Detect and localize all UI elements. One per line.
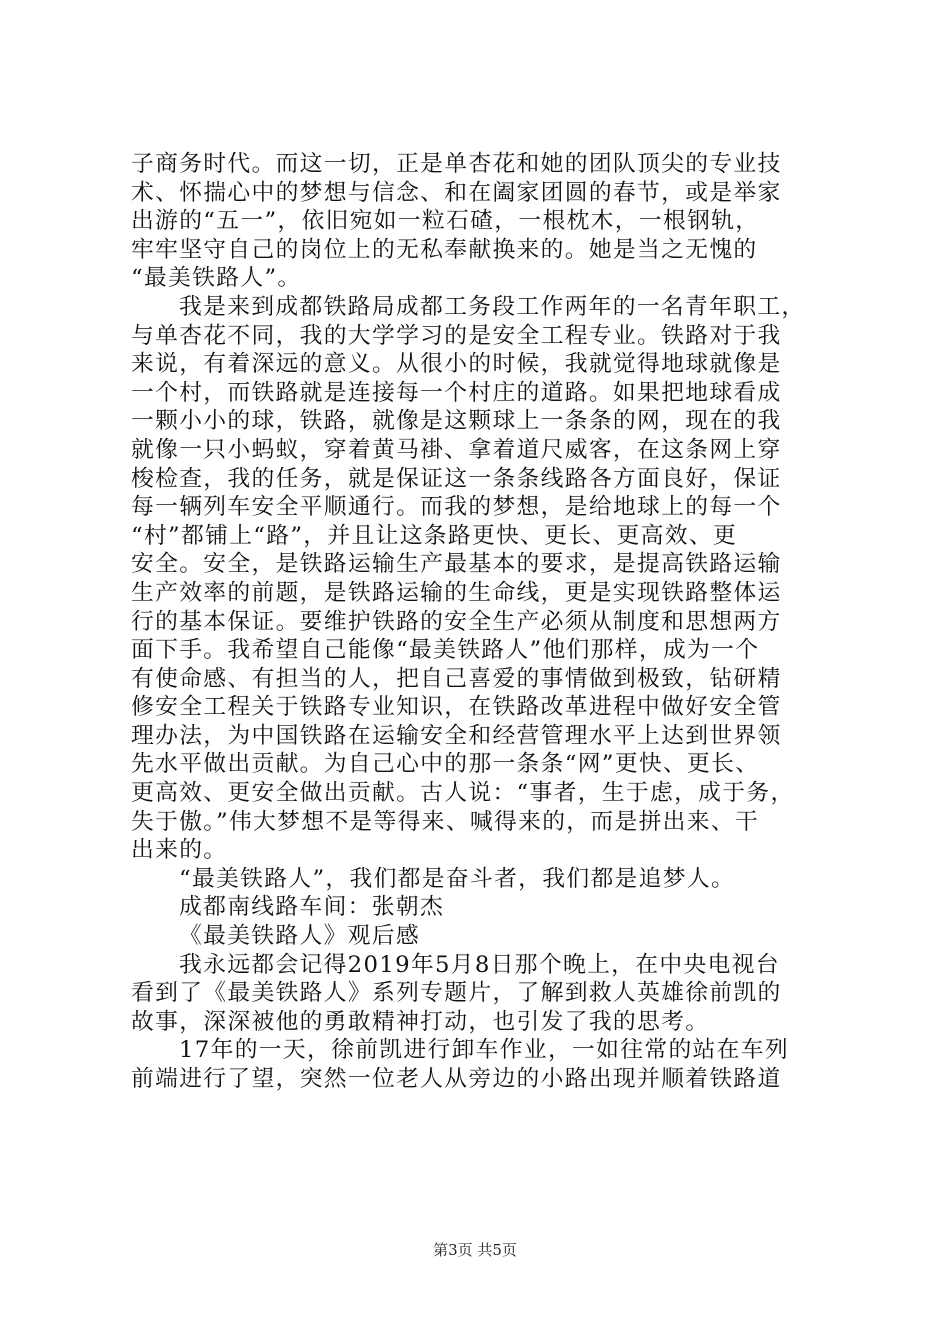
text-line: 有使命感、有担当的人，把自己喜爱的事情做到极致，钻研精 (131, 665, 782, 692)
text-line: 生产效率的前题，是铁路运输的生命线，更是实现铁路整体运 (131, 579, 782, 606)
text-line: 17年的一天，徐前凯进行卸车作业，一如往常的站在车列 (179, 1037, 789, 1064)
text-line: 面下手。我希望自己能像“最美铁路人”他们那样，成为一个 (131, 637, 760, 664)
text-line: “村”都铺上“路”，并且让这条路更快、更长、更高效、更 (131, 522, 738, 549)
text-line: 每一辆列车安全平顺通行。而我的梦想，是给地球上的每一个 (131, 494, 782, 521)
text-line: 与单杏花不同，我的大学学习的是安全工程专业。铁路对于我 (131, 322, 782, 349)
text-line: 更高效、更安全做出贡献。古人说：“事者，生于虑，成于务， (131, 780, 795, 807)
text-line: 术、怀揣心中的梦想与信念、和在阖家团圆的春节，或是举家 (131, 179, 782, 206)
text-line: 故事，深深被他的勇敢精神打动，也引发了我的思考。 (131, 1008, 710, 1035)
text-line: “最美铁路人”，我们都是奋斗者，我们都是追梦人。 (179, 865, 736, 892)
text-line: 先水平做出贡献。为自己心中的那一条条“网”更快、更长、 (131, 751, 760, 778)
text-line: 一个村，而铁路就是连接每一个村庄的道路。如果把地球看成 (131, 379, 782, 406)
text-line: 成都南线路车间：张朝杰 (179, 894, 445, 921)
text-line: 安全。安全，是铁路运输生产最基本的要求，是提高铁路运输 (131, 551, 782, 578)
text-line: 一颗小小的球，铁路，就像是这颗球上一条条的网，现在的我 (131, 408, 782, 435)
text-line: 前端进行了望，突然一位老人从旁边的小路出现并顺着铁路道 (131, 1066, 782, 1092)
text-line: 《最美铁路人》观后感 (179, 923, 420, 950)
text-line: 修安全工程关于铁路专业知识，在铁路改革进程中做好安全管 (131, 694, 782, 721)
text-line: 牢牢坚守自己的岗位上的无私奉献换来的。她是当之无愧的 (131, 236, 758, 263)
text-line: “最美铁路人”。 (131, 265, 302, 292)
document-body (131, 150, 851, 1094)
text-line: 看到了《最美铁路人》系列专题片，了解到救人英雄徐前凯的 (131, 980, 782, 1007)
text-line: 梭检查，我的任务，就是保证这一条条线路各方面良好，保证 (131, 465, 782, 492)
text-line: 我永远都会记得2019年5月8日那个晚上，在中央电视台 (179, 951, 780, 978)
text-line: 失于傲。”伟大梦想不是等得来、喊得来的，而是拼出来、干 (131, 808, 760, 835)
text-line: 子商务时代。而这一切，正是单杏花和她的团队顶尖的专业技 (131, 151, 782, 177)
text-line: 行的基本保证。要维护铁路的安全生产必须从制度和思想两方 (131, 608, 782, 635)
text-line: 就像一只小蚂蚁，穿着黄马褂、拿着道尺威客，在这条网上穿 (131, 436, 782, 463)
text-line: 理办法，为中国铁路在运输安全和经营管理水平上达到世界领 (131, 722, 782, 749)
text-line: 出来的。 (131, 837, 228, 864)
text-line: 我是来到成都铁路局成都工务段工作两年的一名青年职工， (179, 293, 806, 320)
page-footer: 第3页 共5页 (433, 1241, 517, 1259)
text-line: 来说，有着深远的意义。从很小的时候，我就觉得地球就像是 (131, 351, 782, 378)
text-line: 出游的“五一”，依旧宛如一粒石碴，一根枕木，一根钢轨， (131, 208, 760, 235)
